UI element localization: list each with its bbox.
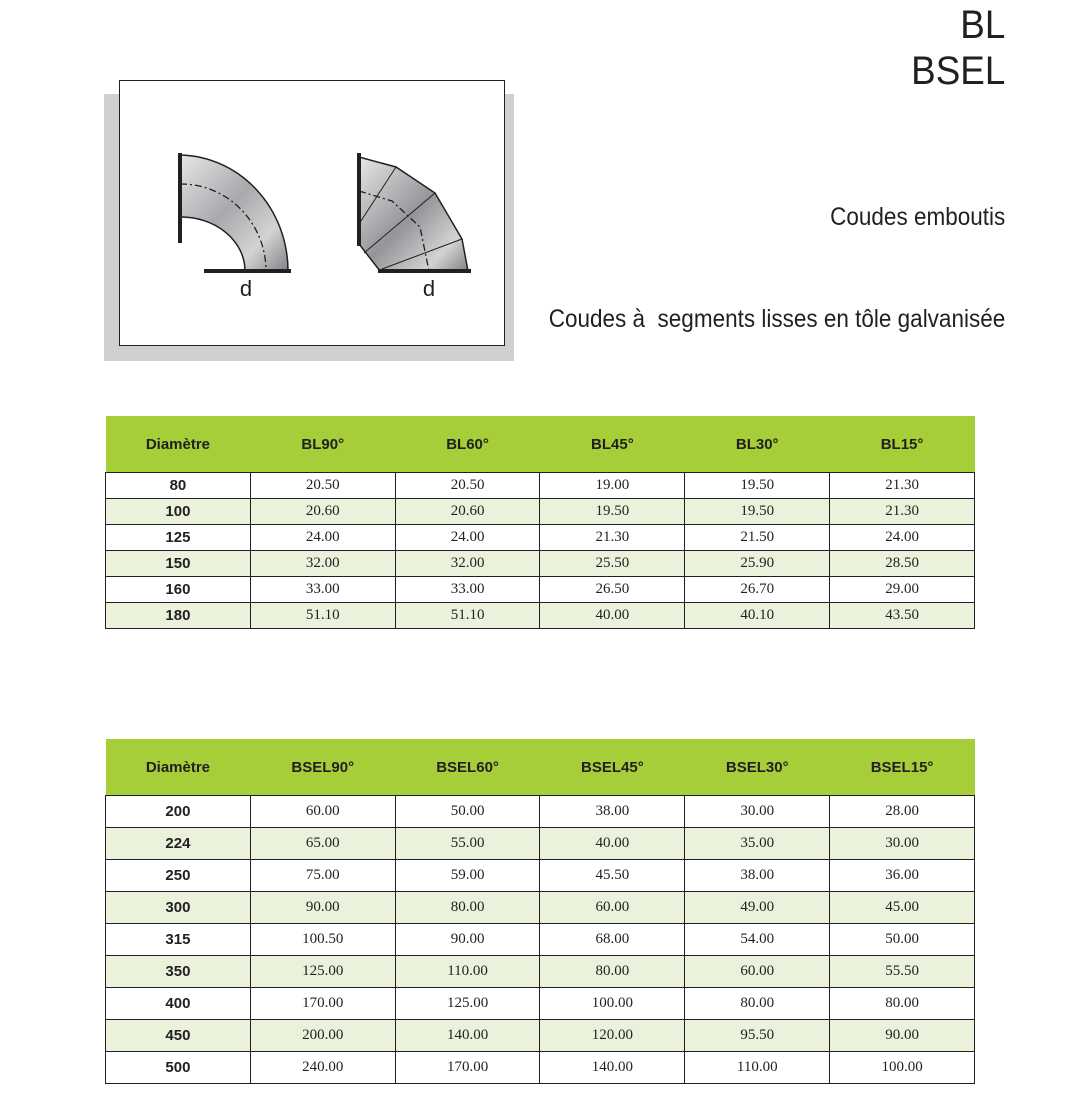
price-cell: 65.00 xyxy=(250,828,395,860)
header-bsel30: BSEL30° xyxy=(685,739,830,796)
header-diameter: Diamètre xyxy=(106,739,251,796)
table-row xyxy=(106,924,975,956)
price-cell: 95.50 xyxy=(685,1020,830,1052)
diameter-cell: 300 xyxy=(106,892,251,924)
price-cell: 60.00 xyxy=(250,796,395,828)
price-cell: 36.00 xyxy=(830,860,975,892)
price-cell: 20.60 xyxy=(395,499,540,525)
diameter-cell: 125 xyxy=(106,525,251,551)
table-row xyxy=(106,499,975,525)
product-code-title xyxy=(911,2,1005,94)
price-cell: 125.00 xyxy=(395,988,540,1020)
price-cell: 170.00 xyxy=(395,1052,540,1084)
price-cell: 140.00 xyxy=(540,1052,685,1084)
price-cell: 90.00 xyxy=(395,924,540,956)
price-cell: 51.10 xyxy=(250,603,395,629)
header-bsel60: BSEL60° xyxy=(395,739,540,796)
diameter-label-right: d xyxy=(422,276,436,301)
price-cell: 38.00 xyxy=(540,796,685,828)
subtitle-line-2: Coudes à segments lisses en tôle galvanisée xyxy=(548,305,1005,333)
elbow-drawings-svg xyxy=(120,81,504,345)
bl-price-table xyxy=(105,416,975,629)
price-cell: 60.00 xyxy=(540,892,685,924)
price-cell: 45.00 xyxy=(830,892,975,924)
table-header-row xyxy=(106,739,975,796)
price-cell: 60.00 xyxy=(685,956,830,988)
diameter-cell: 150 xyxy=(106,551,251,577)
diameter-cell: 250 xyxy=(106,860,251,892)
price-cell: 50.00 xyxy=(830,924,975,956)
price-cell: 80.00 xyxy=(540,956,685,988)
table-row xyxy=(106,860,975,892)
diameter-cell: 100 xyxy=(106,499,251,525)
price-cell: 45.50 xyxy=(540,860,685,892)
product-code-bl: BL xyxy=(959,3,1005,47)
price-cell: 110.00 xyxy=(395,956,540,988)
price-cell: 24.00 xyxy=(830,525,975,551)
header-bsel45: BSEL45° xyxy=(540,739,685,796)
price-cell: 68.00 xyxy=(540,924,685,956)
price-cell: 75.00 xyxy=(250,860,395,892)
price-cell: 200.00 xyxy=(250,1020,395,1052)
price-cell: 49.00 xyxy=(685,892,830,924)
header-bl30: BL30° xyxy=(685,416,830,473)
product-subtitle xyxy=(548,132,1005,370)
diameter-cell: 80 xyxy=(106,473,251,499)
price-cell: 100.00 xyxy=(830,1052,975,1084)
diameter-cell: 315 xyxy=(106,924,251,956)
diameter-cell: 450 xyxy=(106,1020,251,1052)
price-cell: 100.50 xyxy=(250,924,395,956)
table-row xyxy=(106,892,975,924)
price-cell: 28.50 xyxy=(830,551,975,577)
header-bsel15: BSEL15° xyxy=(830,739,975,796)
diameter-cell: 500 xyxy=(106,1052,251,1084)
price-cell: 80.00 xyxy=(830,988,975,1020)
product-code-bsel: BSEL xyxy=(910,49,1005,93)
price-cell: 120.00 xyxy=(540,1020,685,1052)
header-bl45: BL45° xyxy=(540,416,685,473)
diameter-cell: 400 xyxy=(106,988,251,1020)
header-bl15: BL15° xyxy=(830,416,975,473)
table-row xyxy=(106,956,975,988)
price-cell: 90.00 xyxy=(250,892,395,924)
subtitle-line-1: Coudes emboutis xyxy=(829,203,1005,231)
price-cell: 59.00 xyxy=(395,860,540,892)
price-cell: 110.00 xyxy=(685,1052,830,1084)
table-row xyxy=(106,603,975,629)
price-cell: 55.50 xyxy=(830,956,975,988)
table-row xyxy=(106,1020,975,1052)
price-cell: 24.00 xyxy=(250,525,395,551)
price-cell: 29.00 xyxy=(830,577,975,603)
diameter-cell: 180 xyxy=(106,603,251,629)
price-cell: 55.00 xyxy=(395,828,540,860)
price-cell: 140.00 xyxy=(395,1020,540,1052)
pressed-elbow-drawing xyxy=(180,153,291,271)
price-cell: 54.00 xyxy=(685,924,830,956)
diameter-cell: 160 xyxy=(106,577,251,603)
price-cell: 35.00 xyxy=(685,828,830,860)
table-row xyxy=(106,473,975,499)
price-cell: 100.00 xyxy=(540,988,685,1020)
table-row xyxy=(106,828,975,860)
price-cell: 26.70 xyxy=(685,577,830,603)
price-cell: 125.00 xyxy=(250,956,395,988)
price-cell: 43.50 xyxy=(830,603,975,629)
price-cell: 21.30 xyxy=(830,473,975,499)
price-cell: 80.00 xyxy=(685,988,830,1020)
price-cell: 21.50 xyxy=(685,525,830,551)
price-cell: 21.30 xyxy=(830,499,975,525)
price-cell: 19.50 xyxy=(685,499,830,525)
price-cell: 19.50 xyxy=(540,499,685,525)
bsel-price-table xyxy=(105,739,975,1084)
price-cell: 32.00 xyxy=(250,551,395,577)
price-cell: 38.00 xyxy=(685,860,830,892)
table-row xyxy=(106,1052,975,1084)
header-bl60: BL60° xyxy=(395,416,540,473)
table-header-row xyxy=(106,416,975,473)
table-row xyxy=(106,577,975,603)
price-cell: 40.10 xyxy=(685,603,830,629)
price-cell: 33.00 xyxy=(395,577,540,603)
price-cell: 240.00 xyxy=(250,1052,395,1084)
price-cell: 50.00 xyxy=(395,796,540,828)
diameter-cell: 224 xyxy=(106,828,251,860)
price-cell: 80.00 xyxy=(395,892,540,924)
price-cell: 40.00 xyxy=(540,603,685,629)
price-cell: 32.00 xyxy=(395,551,540,577)
diameter-label-left: d xyxy=(239,276,253,301)
price-cell: 25.50 xyxy=(540,551,685,577)
header-bl90: BL90° xyxy=(250,416,395,473)
price-cell: 20.60 xyxy=(250,499,395,525)
table-row xyxy=(106,525,975,551)
price-cell: 40.00 xyxy=(540,828,685,860)
price-cell: 33.00 xyxy=(250,577,395,603)
diameter-cell: 200 xyxy=(106,796,251,828)
price-cell: 51.10 xyxy=(395,603,540,629)
diameter-cell: 350 xyxy=(106,956,251,988)
segmented-elbow-drawing xyxy=(359,153,471,271)
price-cell: 20.50 xyxy=(250,473,395,499)
elbow-figure xyxy=(119,80,505,346)
price-cell: 19.00 xyxy=(540,473,685,499)
header-bsel90: BSEL90° xyxy=(250,739,395,796)
table-row xyxy=(106,796,975,828)
table-row xyxy=(106,988,975,1020)
price-cell: 19.50 xyxy=(685,473,830,499)
price-cell: 28.00 xyxy=(830,796,975,828)
price-cell: 24.00 xyxy=(395,525,540,551)
price-cell: 21.30 xyxy=(540,525,685,551)
price-cell: 90.00 xyxy=(830,1020,975,1052)
price-cell: 30.00 xyxy=(830,828,975,860)
price-cell: 30.00 xyxy=(685,796,830,828)
price-cell: 170.00 xyxy=(250,988,395,1020)
price-cell: 26.50 xyxy=(540,577,685,603)
price-cell: 20.50 xyxy=(395,473,540,499)
table-row xyxy=(106,551,975,577)
price-cell: 25.90 xyxy=(685,551,830,577)
header-diameter: Diamètre xyxy=(106,416,251,473)
